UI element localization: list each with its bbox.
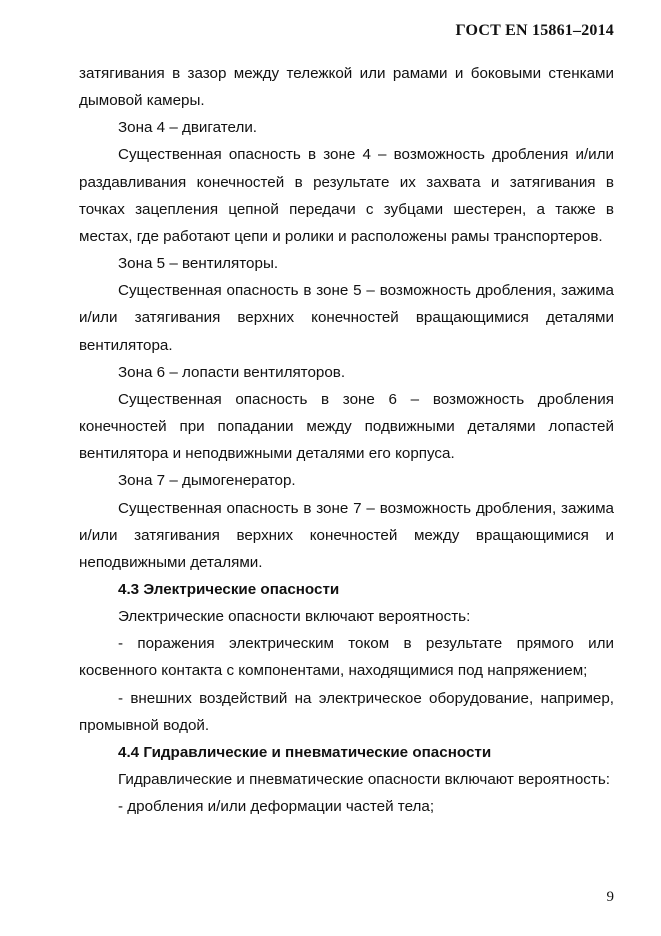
paragraph-continuation: затягивания в зазор между тележкой или рамами и боковыми стенками дымовой камеры. bbox=[79, 65, 614, 110]
paragraph-zone-7-title: Зона 7 – дымогенератор. bbox=[118, 472, 296, 490]
section-heading-hydraulic: 4.4 Гидравлические и пневматические опасности bbox=[118, 743, 492, 761]
document-code-header: ГОСТ EN 15861–2014 bbox=[455, 22, 614, 39]
section-heading-electrical: 4.3 Электрические опасности bbox=[118, 580, 340, 598]
paragraph-zone-5-title: Зона 5 – вентиляторы. bbox=[118, 255, 279, 273]
paragraph-zone-4-hazard: Существенная опасность в зоне 4 – возможность дробления и/или раздавливания конечностей в результате их захвата и затягивания в точках зацепления цепной передачи с зубцами шестерен, а также в местах, где работают цепи и ролики и расположены рамы транспортеров. bbox=[79, 146, 614, 245]
paragraph-zone-6-title: Зона 6 – лопасти вентиляторов. bbox=[118, 363, 346, 381]
paragraph-zone-4-title: Зона 4 – двигатели. bbox=[118, 119, 258, 137]
list-item-external-influence: - внешних воздействий на электрическое оборудование, например, промывной водой. bbox=[79, 689, 614, 734]
paragraph-zone-7-hazard: Существенная опасность в зоне 7 – возможность дробления, зажима и/или затягивания верхних конечностей между вращающимися и неподвижными деталями. bbox=[79, 499, 614, 571]
paragraph-zone-6-hazard: Существенная опасность в зоне 6 – возможность дробления конечностей при попадании между подвижными деталями лопастей вентилятора и неподвижными деталями его корпуса. bbox=[79, 390, 614, 463]
list-item-electric-shock: - поражения электрическим током в результате прямого или косвенного контакта с компонентами, находящимися под напряжением; bbox=[79, 635, 614, 680]
list-item-crushing: - дробления и/или деформации частей тела; bbox=[118, 798, 435, 816]
document-body bbox=[79, 60, 614, 820]
paragraph-zone-5-hazard: Существенная опасность в зоне 5 – возможность дробления, зажима и/или затягивания верхних конечностей вращающимися деталями вентилятора. bbox=[79, 282, 614, 354]
paragraph-hydraulic-intro: Гидравлические и пневматические опасности включают вероятность: bbox=[118, 771, 610, 789]
page-number: 9 bbox=[606, 889, 614, 905]
paragraph-electrical-intro: Электрические опасности включают вероятность: bbox=[118, 608, 471, 626]
